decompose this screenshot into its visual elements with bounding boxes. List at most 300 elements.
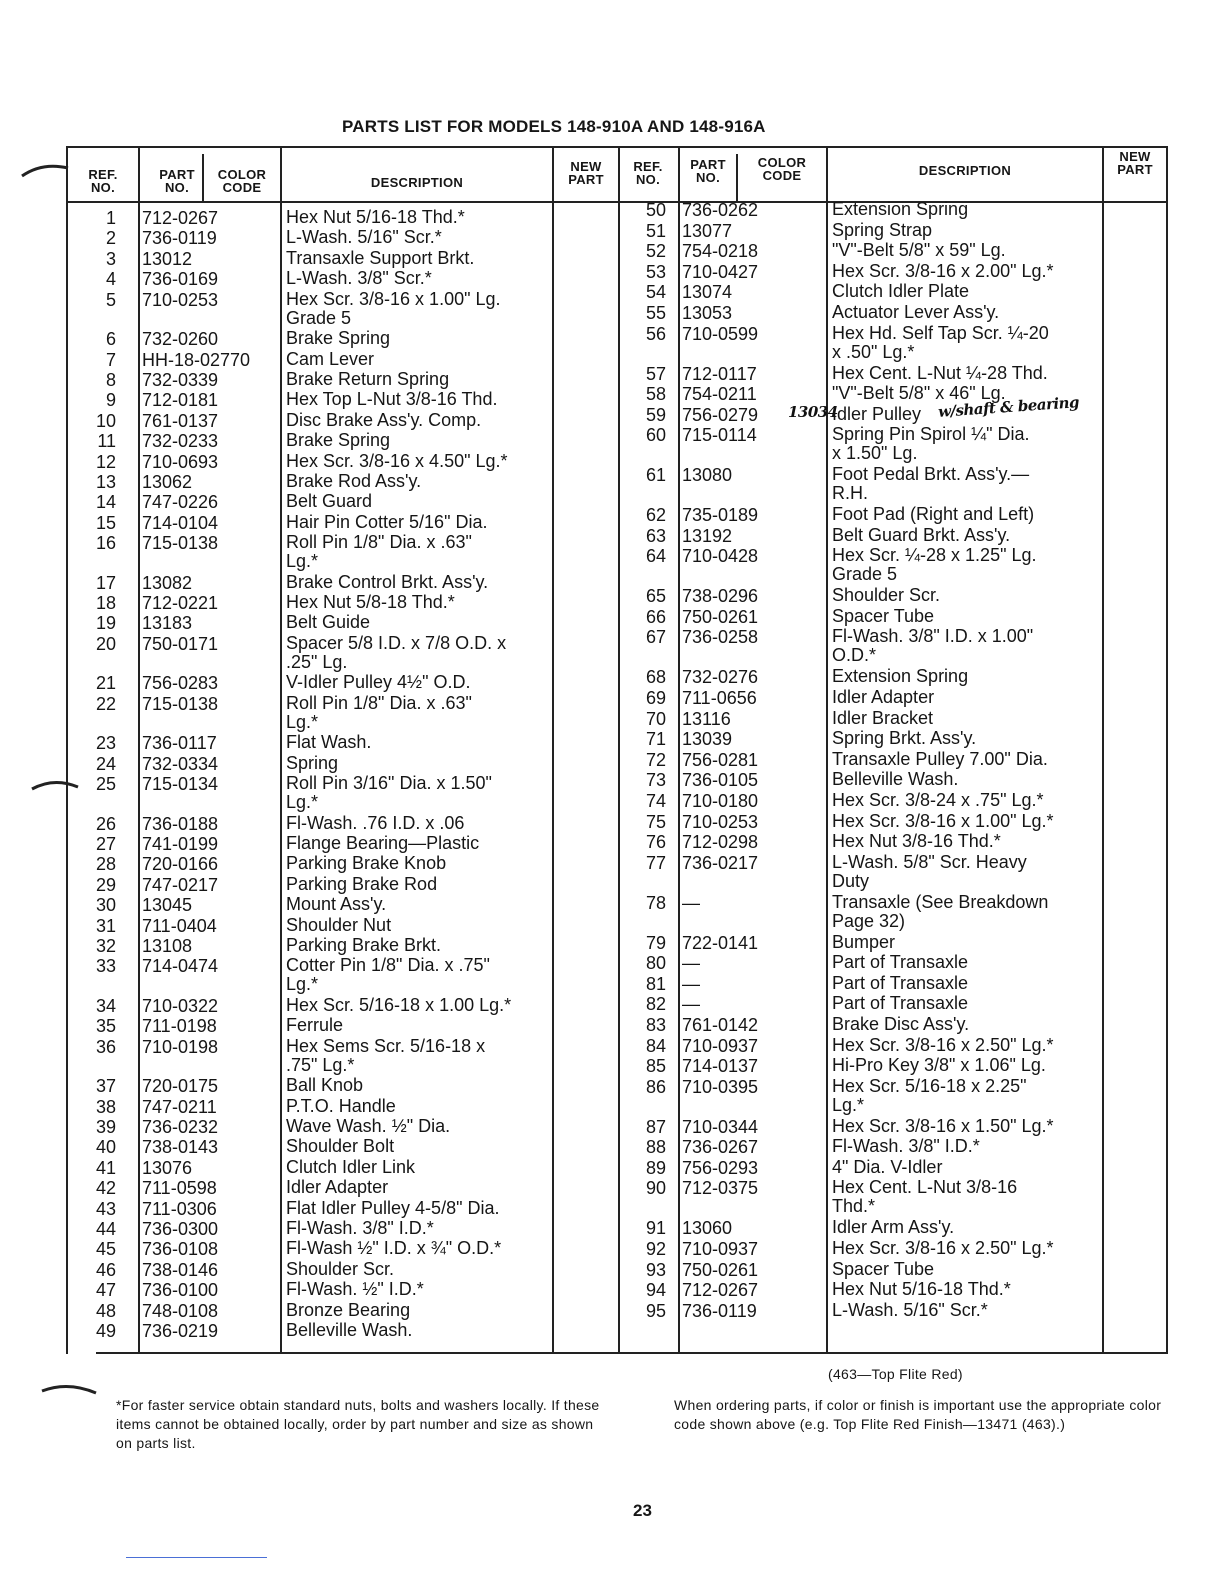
right-part-column xyxy=(682,146,826,1354)
left-part-description: V-Idler Pulley 4½" O.D. xyxy=(286,672,471,693)
right-part-no: 756-0279 xyxy=(682,404,759,425)
right-part-description: Extension Spring xyxy=(832,199,969,219)
header-part-no: PART NO. xyxy=(159,167,195,195)
right-part-no: 712-0117 xyxy=(682,363,757,384)
left-ref-no: 37 xyxy=(95,1076,116,1097)
right-part-description: Extension Spring xyxy=(832,666,969,687)
left-part-no: 712-0267 xyxy=(142,208,219,228)
right-part-description: Idler Adapter xyxy=(832,686,935,707)
right-part-no: 738-0296 xyxy=(682,586,759,607)
left-ref-no: 22 xyxy=(95,693,116,714)
right-part-description: Spacer Tube xyxy=(832,605,935,626)
left-part-no: 710-0322 xyxy=(142,995,219,1016)
right-ref-no: 78 xyxy=(645,892,666,913)
right-ref-no: 67 xyxy=(645,627,666,648)
right-part-no: 732-0276 xyxy=(682,667,759,688)
scan-mark-1 xyxy=(20,158,70,178)
right-part-no: 736-0217 xyxy=(682,852,759,873)
right-part-description: Fl-Wash. 3/8" I.D. x 1.00" O.D.* xyxy=(832,626,1034,666)
left-part-no: 736-0100 xyxy=(142,1280,219,1301)
left-ref-no: 29 xyxy=(95,874,116,895)
right-part-no: 13116 xyxy=(682,708,731,729)
left-ref-no: 7 xyxy=(105,349,116,370)
left-part-description: Wave Wash. ½" Dia. xyxy=(286,1115,451,1136)
right-ref-no: 92 xyxy=(645,1238,666,1259)
right-ref-no: 56 xyxy=(645,323,666,344)
right-ref-no: 72 xyxy=(645,749,666,770)
left-part-description: Parking Brake Brkt. xyxy=(286,934,442,955)
left-part-no: 747-0217 xyxy=(142,874,219,895)
header-ref-no-right: REF. NO. xyxy=(633,159,663,187)
header-new-part-right: NEW PART xyxy=(1117,149,1153,177)
left-part-description: Flat Idler Pulley 4-5/8" Dia. xyxy=(286,1197,500,1218)
right-ref-no: 65 xyxy=(645,586,666,607)
right-ref-no: 82 xyxy=(645,994,666,1015)
right-part-description: Spring Brkt. Ass'y. xyxy=(832,728,977,749)
left-part-no: 741-0199 xyxy=(142,833,219,854)
left-part-no: 736-0188 xyxy=(142,813,219,834)
right-part-description: Hex Nut 5/16-18 Thd.* xyxy=(832,1279,1011,1300)
left-part-description: Disc Brake Ass'y. Comp. xyxy=(286,409,482,430)
left-part-no: 747-0226 xyxy=(142,492,219,513)
right-ref-no: 50 xyxy=(645,200,666,220)
left-part-description: L-Wash. 5/16" Scr.* xyxy=(286,227,442,248)
left-part-no: 761-0137 xyxy=(142,410,219,431)
right-ref-no: 91 xyxy=(645,1218,666,1239)
left-ref-no: 15 xyxy=(95,512,116,533)
left-ref-no: 8 xyxy=(105,369,116,390)
right-part-description: Idler Arm Ass'y. xyxy=(832,1217,955,1238)
left-part-no: 736-0300 xyxy=(142,1218,219,1239)
left-ref-no: 28 xyxy=(95,854,116,875)
right-ref-no: 95 xyxy=(645,1300,666,1321)
right-part-no: 735-0189 xyxy=(682,505,759,526)
left-ref-no: 33 xyxy=(95,956,116,977)
header-description-right: DESCRIPTION xyxy=(918,163,1012,178)
right-part-no: 750-0261 xyxy=(682,606,759,627)
left-ref-no: 25 xyxy=(95,774,116,794)
left-part-description: Hex Scr. 3/8-16 x 1.00" Lg. Grade 5 xyxy=(286,288,501,328)
left-part-no: 13076 xyxy=(142,1157,193,1178)
right-part-description: Transaxle Pulley 7.00" Dia. xyxy=(832,748,1048,769)
left-part-description: Fl-Wash. .76 I.D. x .06 xyxy=(286,812,465,833)
left-part-description: Brake Rod Ass'y. xyxy=(286,470,422,491)
right-part-description: Shoulder Scr. xyxy=(832,585,941,606)
right-part-description: Hex Hd. Self Tap Scr. ¼-20 x .50" Lg.* xyxy=(832,322,1049,362)
right-part-description: Hex Scr. 3/8-16 x 2.50" Lg.* xyxy=(832,1237,1054,1258)
left-ref-no: 26 xyxy=(95,813,116,834)
right-ref-column xyxy=(622,146,672,1354)
right-ref-no: 85 xyxy=(645,1056,666,1077)
right-part-description: Belt Guard Brkt. Ass'y. xyxy=(832,524,1011,545)
right-part-description: Fl-Wash. 3/8" I.D.* xyxy=(832,1136,980,1157)
right-part-description: Spring Pin Spirol ¼" Dia. x 1.50" Lg. xyxy=(832,424,1030,464)
left-ref-no: 11 xyxy=(97,431,116,452)
left-ref-no: 20 xyxy=(95,633,116,654)
left-ref-no: 38 xyxy=(95,1096,116,1117)
right-ref-no: 79 xyxy=(645,932,666,953)
header-part-no-right: PART NO. xyxy=(690,157,726,185)
left-part-no: 750-0171 xyxy=(142,633,219,654)
right-part-description: Clutch Idler Plate xyxy=(832,281,970,302)
left-ref-no: 36 xyxy=(95,1036,116,1057)
left-ref-no: 42 xyxy=(95,1178,116,1199)
right-ref-no: 94 xyxy=(645,1280,666,1301)
left-part-no: 712-0181 xyxy=(142,390,219,411)
left-ref-no: 19 xyxy=(95,613,116,634)
right-part-no: 710-0395 xyxy=(682,1076,759,1097)
left-part-description: Brake Control Brkt. Ass'y. xyxy=(286,571,489,592)
left-ref-no: 5 xyxy=(105,289,116,310)
right-part-description: 4" Dia. V-Idler xyxy=(832,1156,943,1177)
right-part-no: 736-0267 xyxy=(682,1137,759,1158)
left-part-description: Cotter Pin 1/8" Dia. x .75" Lg.* xyxy=(286,955,490,995)
left-ref-no: 10 xyxy=(95,410,116,431)
right-ref-no: 77 xyxy=(645,852,666,873)
left-part-description: Bronze Bearing xyxy=(286,1299,411,1320)
right-ref-no: 71 xyxy=(645,729,666,750)
right-part-no: 711-0656 xyxy=(682,687,757,708)
left-ref-no: 3 xyxy=(105,248,116,269)
left-part-description: Roll Pin 1/8" Dia. x .63" Lg.* xyxy=(286,532,472,572)
right-part-no: — xyxy=(682,892,700,913)
right-part-no: 712-0267 xyxy=(682,1280,759,1301)
right-part-description: Part of Transaxle xyxy=(832,952,969,973)
right-part-description: Hex Scr. 3/8-16 x 1.00" Lg.* xyxy=(832,810,1054,831)
left-ref-no: 44 xyxy=(95,1218,116,1239)
left-part-description: Hex Scr. 3/8-16 x 4.50" Lg.* xyxy=(286,450,508,471)
left-part-no: 13045 xyxy=(142,895,193,916)
left-part-no: 715-0138 xyxy=(142,533,219,554)
header-new-part: NEW PART xyxy=(568,159,604,187)
left-ref-no: 24 xyxy=(95,753,116,774)
left-ref-no: 35 xyxy=(95,1016,116,1037)
right-part-no: 754-0211 xyxy=(682,384,757,405)
left-ref-column xyxy=(72,146,122,1354)
left-part-no: 738-0143 xyxy=(142,1137,219,1158)
handwritten-desc-note: w/shaft & bearing xyxy=(937,393,1080,421)
right-part-description: L-Wash. 5/16" Scr.* xyxy=(832,1299,988,1320)
right-part-no: 13039 xyxy=(682,729,733,750)
right-part-description: Bumper xyxy=(832,931,896,952)
left-ref-no: 39 xyxy=(95,1116,116,1137)
left-part-description: Roll Pin 3/16" Dia. x 1.50" Lg.* xyxy=(286,773,492,812)
right-ref-no: 74 xyxy=(645,790,666,811)
left-part-description: L-Wash. 3/8" Scr.* xyxy=(286,268,432,289)
left-part-description: Hex Sems Scr. 5/16-18 x .75" Lg.* xyxy=(286,1035,486,1075)
left-ref-no: 18 xyxy=(95,593,116,613)
left-ref-no: 2 xyxy=(105,228,116,249)
page-title: PARTS LIST FOR MODELS 148-910A AND 148-916A xyxy=(342,117,766,136)
left-part-no: 710-0198 xyxy=(142,1036,219,1057)
left-part-no: 732-0233 xyxy=(142,431,219,452)
left-part-description: Shoulder Nut xyxy=(286,914,392,935)
left-part-description: Cam Lever xyxy=(286,348,375,369)
right-part-description: Hex Scr. 3/8-16 x 1.50" Lg.* xyxy=(832,1115,1054,1136)
left-part-no: HH-18-02770 xyxy=(142,349,251,370)
right-part-no: 756-0281 xyxy=(682,749,759,770)
right-part-no: 710-0937 xyxy=(682,1035,759,1056)
col-divider-new-ref xyxy=(618,146,620,1354)
right-part-description: Hex Scr. 3/8-16 x 2.50" Lg.* xyxy=(832,1034,1054,1055)
left-ref-no: 13 xyxy=(95,471,116,492)
right-part-no: 13074 xyxy=(682,282,733,303)
left-part-no: 13183 xyxy=(142,613,193,634)
left-part-description: Spacer 5/8 I.D. x 7/8 O.D. x .25" Lg. xyxy=(286,632,507,672)
left-ref-no: 34 xyxy=(95,995,116,1016)
right-ref-no: 53 xyxy=(645,261,666,282)
right-ref-no: 58 xyxy=(645,384,666,405)
left-part-description: Mount Ass'y. xyxy=(286,894,387,915)
right-description-column xyxy=(832,146,1102,1354)
left-ref-no: 32 xyxy=(95,935,116,956)
left-ref-no: 31 xyxy=(95,915,116,936)
right-part-no: 13060 xyxy=(682,1218,733,1239)
left-part-no: 13108 xyxy=(142,935,193,956)
left-part-description: Flange Bearing—Plastic xyxy=(286,832,480,853)
right-ref-no: 68 xyxy=(645,667,666,688)
left-part-description: Belt Guide xyxy=(286,612,371,633)
right-part-no: 736-0258 xyxy=(682,627,759,648)
right-part-description: Spacer Tube xyxy=(832,1258,935,1279)
scan-mark-3 xyxy=(40,1377,100,1397)
left-part-no: 736-0117 xyxy=(142,733,217,754)
right-ref-no: 84 xyxy=(645,1035,666,1056)
right-part-description: Idler Bracket xyxy=(832,707,934,728)
left-part-no: 736-0119 xyxy=(142,228,217,249)
left-ref-no: 4 xyxy=(105,269,116,290)
left-part-column xyxy=(142,146,276,1354)
right-ref-no: 64 xyxy=(645,546,666,567)
right-ref-no: 66 xyxy=(645,606,666,627)
right-ref-no: 61 xyxy=(645,465,666,486)
right-ref-no: 90 xyxy=(645,1178,666,1199)
right-part-no: 710-0937 xyxy=(682,1238,759,1259)
left-part-description: Roll Pin 1/8" Dia. x .63" Lg.* xyxy=(286,692,472,732)
right-part-description: Actuator Lever Ass'y. xyxy=(832,302,1000,322)
left-part-no: 711-0598 xyxy=(142,1178,217,1199)
left-ref-no: 43 xyxy=(95,1198,116,1219)
left-part-description: Parking Brake Rod xyxy=(286,873,438,894)
left-part-description: Ferrule xyxy=(286,1015,344,1036)
left-part-description: Ball Knob xyxy=(286,1075,364,1096)
right-ref-no: 57 xyxy=(645,363,666,384)
right-part-no: 710-0428 xyxy=(682,546,759,567)
left-part-description: Parking Brake Knob xyxy=(286,853,447,874)
right-ref-no: 52 xyxy=(645,241,666,262)
right-ref-no: 69 xyxy=(645,687,666,708)
col-divider-ref2-part2 xyxy=(678,146,680,1354)
left-ref-no: 41 xyxy=(95,1157,116,1178)
left-part-no: 736-0108 xyxy=(142,1239,219,1260)
left-part-description: Belleville Wash. xyxy=(286,1319,413,1340)
left-part-description: Hair Pin Cotter 5/16" Dia. xyxy=(286,511,488,532)
left-part-no: 747-0211 xyxy=(142,1096,217,1117)
left-part-no: 738-0146 xyxy=(142,1259,219,1280)
left-ref-no: 23 xyxy=(95,733,116,754)
right-part-description: Part of Transaxle xyxy=(832,993,969,1014)
left-part-no: 736-0219 xyxy=(142,1320,219,1341)
right-ref-no: 93 xyxy=(645,1259,666,1280)
right-ref-no: 88 xyxy=(645,1137,666,1158)
left-ref-no: 49 xyxy=(95,1320,116,1341)
right-ref-no: 62 xyxy=(645,505,666,526)
left-ref-no: 46 xyxy=(95,1259,116,1280)
right-part-no: — xyxy=(682,973,700,994)
left-part-description: Brake Spring xyxy=(286,430,391,451)
left-part-description: Spring xyxy=(286,752,339,773)
right-ref-no: 51 xyxy=(645,220,666,241)
right-part-description: Foot Pedal Brkt. Ass'y.— R.H. xyxy=(832,464,1030,504)
left-ref-no: 30 xyxy=(95,895,116,916)
table-left-border xyxy=(66,146,68,1354)
left-part-no: 711-0306 xyxy=(142,1198,217,1219)
left-part-no: 711-0198 xyxy=(142,1016,217,1037)
header-ref-no: REF. NO. xyxy=(88,167,118,195)
left-part-description: Hex Nut 5/8-18 Thd.* xyxy=(286,592,455,612)
right-part-description: Hex Scr. 5/16-18 x 2.25" Lg.* xyxy=(832,1075,1027,1115)
right-part-no: 756-0293 xyxy=(682,1157,759,1178)
left-part-description: Belt Guard xyxy=(286,491,373,512)
left-part-no: 710-0253 xyxy=(142,289,219,310)
right-ref-no: 81 xyxy=(645,973,666,994)
left-ref-no: 12 xyxy=(95,451,116,472)
right-part-description: Hex Cent. L-Nut ¼-28 Thd. xyxy=(832,362,1048,383)
left-part-no: 748-0108 xyxy=(142,1300,219,1321)
right-part-no: 714-0137 xyxy=(682,1056,759,1077)
left-ref-no: 1 xyxy=(105,208,116,228)
left-part-no: 720-0166 xyxy=(142,854,219,875)
right-part-no: 710-0427 xyxy=(682,261,759,282)
left-ref-no: 48 xyxy=(95,1300,116,1321)
right-ref-no: 59 xyxy=(645,404,666,425)
right-part-no: 710-0344 xyxy=(682,1116,759,1137)
right-part-no: 13192 xyxy=(682,525,733,546)
right-part-no: 712-0298 xyxy=(682,832,759,853)
col-divider-color2-desc2 xyxy=(826,146,828,1354)
right-part-no: 13053 xyxy=(682,303,733,323)
header-color-code-right: COLOR CODE xyxy=(757,155,807,183)
left-part-description: Fl-Wash. ½" I.D.* xyxy=(286,1279,424,1300)
right-ref-no: 86 xyxy=(645,1076,666,1097)
right-part-description: Hex Cent. L-Nut 3/8-16 Thd.* xyxy=(832,1177,1018,1217)
left-ref-no: 17 xyxy=(95,572,116,593)
left-part-description: Hex Nut 5/16-18 Thd.* xyxy=(286,207,465,227)
left-part-description: Fl-Wash ½" I.D. x ¾" O.D.* xyxy=(286,1238,502,1259)
right-part-description: Idler Pulley xyxy=(832,403,922,424)
left-part-no: 13062 xyxy=(142,471,193,492)
right-part-no: — xyxy=(682,953,700,974)
right-part-no: 715-0114 xyxy=(682,425,757,446)
right-part-no: 750-0261 xyxy=(682,1259,759,1280)
left-part-no: 720-0175 xyxy=(142,1076,219,1097)
right-part-no: 754-0218 xyxy=(682,241,759,262)
scan-mark-2 xyxy=(30,773,80,793)
left-part-no: 13012 xyxy=(142,248,193,269)
left-ref-no: 45 xyxy=(95,1239,116,1260)
left-part-no: 13082 xyxy=(142,572,193,593)
right-part-no: 712-0375 xyxy=(682,1178,759,1199)
left-description-column xyxy=(286,146,552,1354)
left-part-description: Shoulder Bolt xyxy=(286,1136,395,1157)
left-ref-no: 16 xyxy=(95,533,116,554)
color-code-example: (463—Top Flite Red) xyxy=(828,1366,963,1382)
right-part-description: Transaxle (See Breakdown Page 32) xyxy=(832,891,1049,931)
left-part-no: 756-0283 xyxy=(142,673,219,694)
left-part-description: Flat Wash. xyxy=(286,732,372,753)
page-number: 23 xyxy=(633,1501,652,1520)
left-part-no: 710-0693 xyxy=(142,451,219,472)
right-part-no: 736-0105 xyxy=(682,770,759,791)
bottom-rule xyxy=(126,1557,267,1558)
right-ref-no: 89 xyxy=(645,1157,666,1178)
right-part-description: Hi-Pro Key 3/8" x 1.06" Lg. xyxy=(832,1055,1046,1076)
left-part-no: 732-0334 xyxy=(142,753,219,774)
col-divider-desc2-new2 xyxy=(1102,146,1104,1354)
left-ref-no: 27 xyxy=(95,833,116,854)
left-part-description: Hex Top L-Nut 3/8-16 Thd. xyxy=(286,389,498,410)
left-part-description: Transaxle Support Brkt. xyxy=(286,247,475,268)
left-ref-no: 47 xyxy=(95,1280,116,1301)
right-part-description: Belleville Wash. xyxy=(832,769,959,790)
right-part-description: Hex Nut 3/8-16 Thd.* xyxy=(832,831,1001,852)
handwritten-part-note: 13034 xyxy=(788,403,838,421)
left-ref-no: 14 xyxy=(95,492,116,513)
parts-table xyxy=(66,146,1168,1354)
right-ref-no: 60 xyxy=(645,425,666,446)
footnote-fasteners: *For faster service obtain standard nuts, bolts and washers locally. If these items cannot be obtained locally, order by part number and size as shown on parts list. xyxy=(116,1397,600,1451)
right-part-no: 710-0180 xyxy=(682,790,759,811)
left-part-no: 736-0169 xyxy=(142,269,219,290)
left-part-no: 715-0138 xyxy=(142,693,219,714)
right-part-no: 710-0599 xyxy=(682,323,759,344)
left-part-no: 711-0404 xyxy=(142,915,217,936)
right-ref-no: 54 xyxy=(645,282,666,303)
left-part-description: P.T.O. Handle xyxy=(286,1095,396,1116)
right-ref-no: 87 xyxy=(645,1116,666,1137)
right-part-description: Hex Scr. ¼-28 x 1.25" Lg. Grade 5 xyxy=(832,545,1037,585)
right-ref-no: 76 xyxy=(645,832,666,853)
left-part-no: 714-0474 xyxy=(142,956,219,977)
right-ref-no: 80 xyxy=(645,953,666,974)
right-part-description: Brake Disc Ass'y. xyxy=(832,1013,970,1034)
table-right-border xyxy=(1166,146,1168,1354)
right-part-description: "V"-Belt 5/8" x 59" Lg. xyxy=(832,240,1006,261)
right-ref-no: 63 xyxy=(645,525,666,546)
right-ref-no: 75 xyxy=(645,811,666,832)
right-part-description: Hex Scr. 3/8-16 x 2.00" Lg.* xyxy=(832,260,1054,281)
header-color-code: COLOR CODE xyxy=(217,167,267,195)
col-divider-desc-new xyxy=(552,146,554,1354)
footnote-color-ordering: When ordering parts, if color or finish is important use the appropriate color code shown above (e.g. Top Flite Red Finish—13471 (463).) xyxy=(674,1397,1162,1432)
left-ref-no: 6 xyxy=(105,329,116,350)
right-part-no: 13080 xyxy=(682,465,733,486)
right-part-no: 736-0119 xyxy=(682,1300,757,1321)
left-part-no: 714-0104 xyxy=(142,512,219,533)
left-part-no: 736-0232 xyxy=(142,1116,219,1137)
header-description: DESCRIPTION xyxy=(370,175,464,190)
left-part-no: 732-0260 xyxy=(142,329,219,350)
left-part-description: Brake Spring xyxy=(286,328,391,349)
col-divider-ref-part xyxy=(138,146,140,1354)
left-part-no: 715-0134 xyxy=(142,774,219,794)
right-part-no: — xyxy=(682,994,700,1015)
right-ref-no: 83 xyxy=(645,1014,666,1035)
left-ref-no: 21 xyxy=(95,673,116,694)
left-ref-no: 9 xyxy=(105,390,116,411)
left-part-no: 732-0339 xyxy=(142,369,219,390)
right-part-no: 761-0142 xyxy=(682,1014,759,1035)
